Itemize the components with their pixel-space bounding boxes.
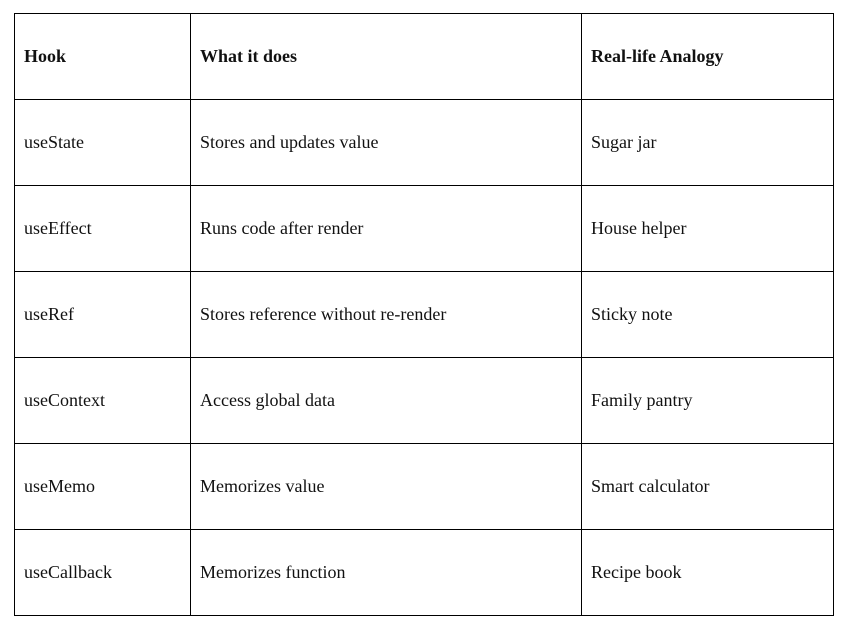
description-cell: Access global data — [191, 358, 582, 444]
analogy-cell: Recipe book — [582, 530, 834, 616]
analogy-cell: Family pantry — [582, 358, 834, 444]
hook-cell: useEffect — [15, 186, 191, 272]
description-cell: Runs code after render — [191, 186, 582, 272]
header-real-life-analogy: Real-life Analogy — [582, 14, 834, 100]
description-cell: Memorizes function — [191, 530, 582, 616]
hook-cell: useMemo — [15, 444, 191, 530]
hook-cell: useRef — [15, 272, 191, 358]
table-row — [15, 272, 834, 358]
analogy-cell: Smart calculator — [582, 444, 834, 530]
description-cell: Stores and updates value — [191, 100, 582, 186]
analogy-cell: House helper — [582, 186, 834, 272]
header-row — [15, 14, 834, 100]
hook-cell: useState — [15, 100, 191, 186]
header-hook: Hook — [15, 14, 191, 100]
table-body — [15, 100, 834, 616]
table-row — [15, 186, 834, 272]
table-header — [15, 14, 834, 100]
hooks-table — [14, 13, 834, 616]
table-row — [15, 100, 834, 186]
header-what-it-does: What it does — [191, 14, 582, 100]
description-cell: Memorizes value — [191, 444, 582, 530]
hook-cell: useCallback — [15, 530, 191, 616]
table-row — [15, 444, 834, 530]
analogy-cell: Sugar jar — [582, 100, 834, 186]
analogy-cell: Sticky note — [582, 272, 834, 358]
description-cell: Stores reference without re-render — [191, 272, 582, 358]
table-row — [15, 530, 834, 616]
table-row — [15, 358, 834, 444]
hook-cell: useContext — [15, 358, 191, 444]
